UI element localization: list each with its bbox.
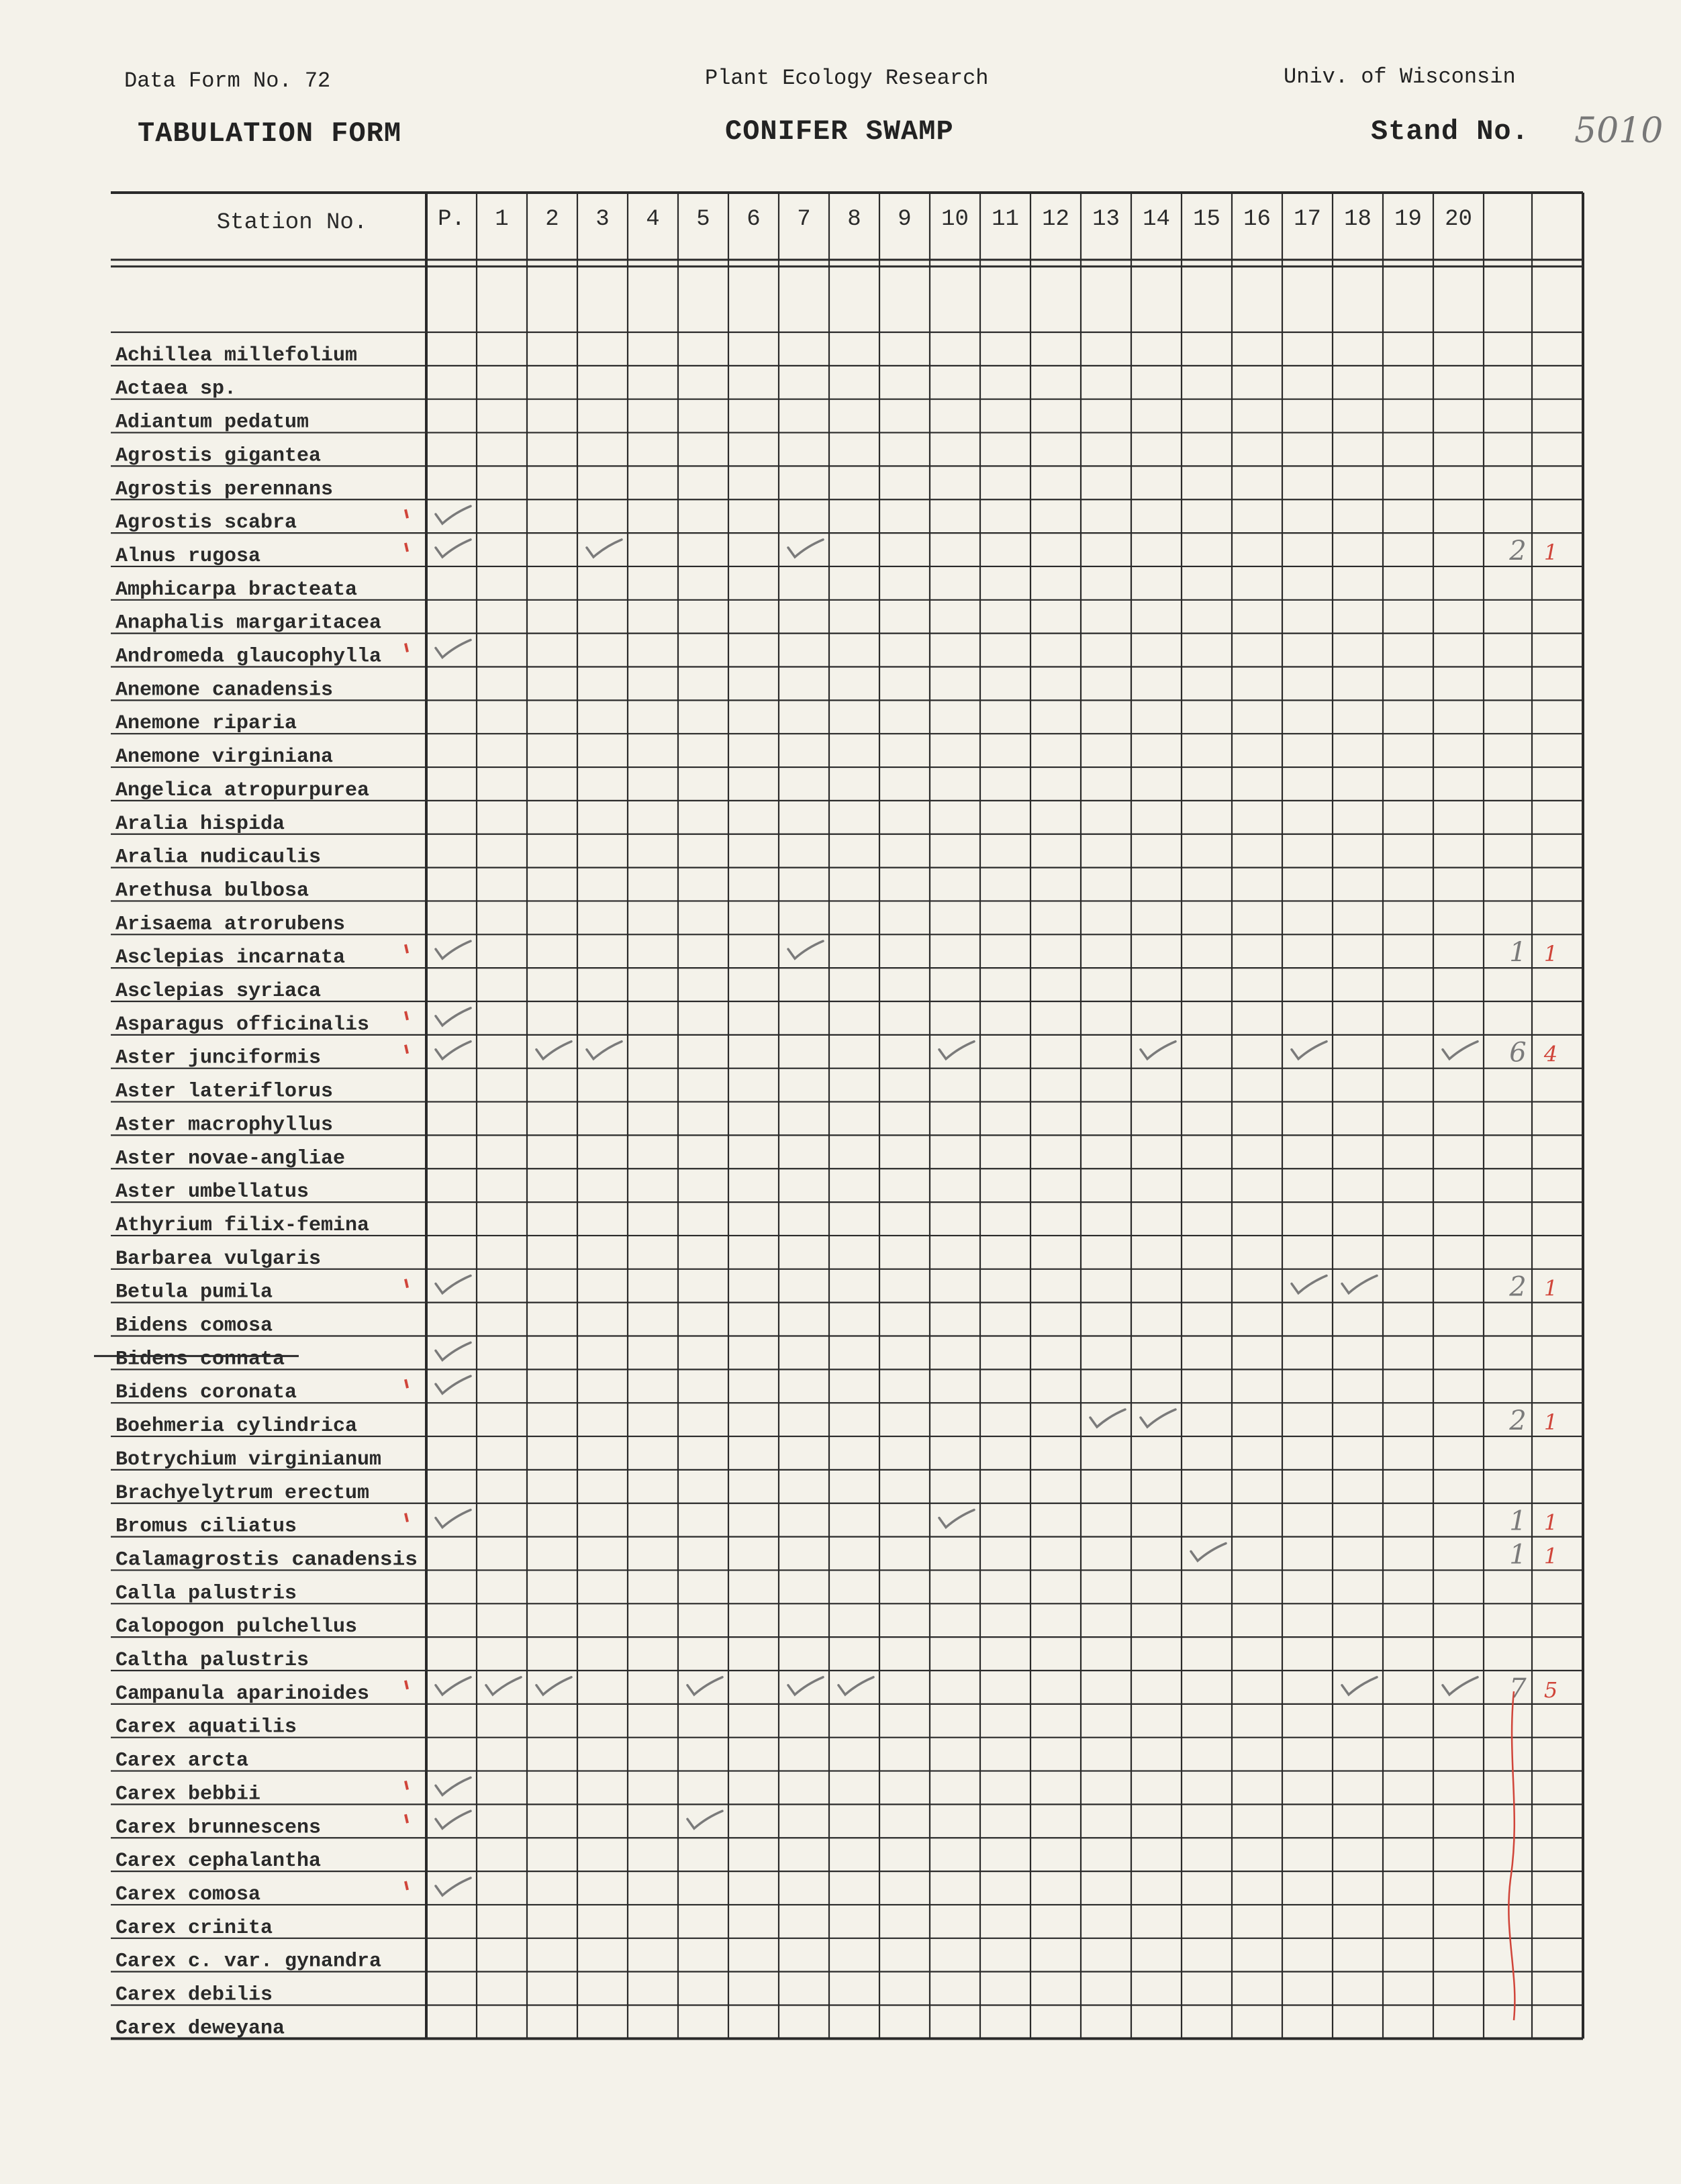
- check-mark: [939, 1510, 974, 1528]
- species-name: Aster lateriflorus: [115, 1080, 334, 1103]
- red-bracket-line: [1508, 1691, 1515, 2020]
- check-mark: [1342, 1677, 1377, 1695]
- red-tally-tick: [405, 1881, 407, 1890]
- species-name: Achillea millefolium: [115, 344, 358, 367]
- column-header: 3: [595, 207, 610, 232]
- frequency-count: 6: [1509, 1037, 1527, 1069]
- check-mark: [687, 1811, 722, 1828]
- column-header: 6: [747, 207, 761, 232]
- species-name: Carex crinita: [115, 1916, 273, 1940]
- red-tally-tick: [405, 509, 407, 518]
- check-mark: [436, 1878, 471, 1895]
- species-name: Agrostis gigantea: [115, 444, 322, 468]
- species-name: Bidens coronata: [115, 1381, 297, 1405]
- species-name: Anemone canadensis: [115, 679, 334, 702]
- red-tally-tick: [405, 1379, 407, 1388]
- check-mark: [788, 941, 823, 958]
- red-count: 1: [1543, 1543, 1558, 1569]
- column-header: 7: [797, 207, 811, 232]
- species-name: Carex arcta: [115, 1749, 249, 1773]
- check-mark: [1090, 1409, 1125, 1427]
- column-header: 15: [1193, 207, 1220, 232]
- red-count: 1: [1543, 941, 1558, 967]
- frequency-count: 1: [1509, 1505, 1527, 1537]
- station-label: Station No.: [216, 210, 368, 236]
- species-name: Aralia hispida: [115, 812, 285, 836]
- check-mark: [436, 941, 471, 958]
- species-name: Anemone riparia: [115, 712, 297, 736]
- check-mark: [587, 540, 622, 557]
- species-name: Arethusa bulbosa: [115, 879, 309, 903]
- frequency-count: 1: [1509, 1539, 1527, 1571]
- check-mark: [436, 1811, 471, 1828]
- species-name: Calla palustris: [115, 1582, 297, 1605]
- species-name: Adiantum pedatum: [115, 411, 309, 434]
- frequency-count: 2: [1509, 1405, 1527, 1437]
- species-name: Bidens connata: [115, 1348, 285, 1371]
- column-header: 19: [1394, 207, 1422, 232]
- species-name: Aralia nudicaulis: [115, 846, 322, 869]
- red-tally-tick: [405, 1681, 407, 1689]
- check-mark: [536, 1677, 571, 1695]
- column-header: 18: [1344, 207, 1372, 232]
- form-title: TABULATION FORM: [138, 117, 402, 150]
- column-header: 16: [1243, 207, 1271, 232]
- species-name: Bidens comosa: [115, 1314, 273, 1338]
- species-name: Carex comosa: [115, 1883, 261, 1906]
- check-mark: [436, 1042, 471, 1059]
- species-name: Agrostis perennans: [115, 478, 334, 501]
- red-tally-tick: [405, 1513, 407, 1522]
- check-mark: [1292, 1276, 1327, 1293]
- check-mark: [788, 540, 823, 557]
- species-name: Asparagus officinalis: [115, 1013, 370, 1036]
- stand-number: 5010: [1574, 111, 1664, 151]
- check-mark: [1191, 1543, 1226, 1560]
- column-header: 1: [495, 207, 509, 232]
- red-tally-tick: [405, 1814, 407, 1823]
- column-header: P.: [438, 207, 465, 232]
- check-mark: [436, 1677, 471, 1695]
- column-header: 9: [898, 207, 912, 232]
- red-tally-tick: [405, 1279, 407, 1288]
- column-header: 5: [696, 207, 710, 232]
- column-header: 11: [992, 207, 1019, 232]
- frequency-count: 2: [1509, 1271, 1527, 1303]
- frequency-count: 1: [1509, 937, 1527, 969]
- check-mark: [436, 640, 471, 658]
- check-mark: [436, 1276, 471, 1293]
- red-count: 4: [1543, 1041, 1558, 1067]
- species-name: Carex bebbii: [115, 1783, 261, 1806]
- red-count: 1: [1543, 1509, 1558, 1536]
- check-mark: [1342, 1276, 1377, 1293]
- species-name: Carex brunnescens: [115, 1816, 322, 1840]
- species-name: Asclepias incarnata: [115, 946, 346, 970]
- species-name: Carex deweyana: [115, 2017, 285, 2040]
- check-mark: [436, 1376, 471, 1393]
- species-name: Aster novae-angliae: [115, 1147, 346, 1171]
- species-name: Anemone virginiana: [115, 746, 334, 769]
- column-header: 10: [941, 207, 969, 232]
- column-header: 8: [847, 207, 861, 232]
- species-name: Actaea sp.: [115, 377, 237, 401]
- species-name: Campanula aparinoides: [115, 1682, 370, 1705]
- check-mark: [436, 1510, 471, 1528]
- check-mark: [436, 506, 471, 524]
- species-name: Botrychium virginianum: [115, 1448, 382, 1471]
- species-name: Aster macrophyllus: [115, 1113, 334, 1137]
- species-name: Anaphalis margaritacea: [115, 611, 382, 635]
- check-mark: [1443, 1677, 1478, 1695]
- species-name: Angelica atropurpurea: [115, 779, 370, 802]
- species-name: Arisaema atrorubens: [115, 913, 346, 936]
- form-number: Data Form No. 72: [124, 68, 331, 93]
- red-count: 5: [1543, 1677, 1558, 1703]
- check-mark: [587, 1042, 622, 1059]
- column-header: 2: [545, 207, 559, 232]
- red-tally-tick: [405, 1781, 407, 1789]
- species-name: Barbarea vulgaris: [115, 1247, 322, 1271]
- species-name: Boehmeria cylindrica: [115, 1415, 358, 1438]
- red-tally-tick: [405, 944, 407, 953]
- university: Univ. of Wisconsin: [1284, 64, 1516, 89]
- check-mark: [436, 1008, 471, 1026]
- check-mark: [687, 1677, 722, 1695]
- species-name: Asclepias syriaca: [115, 980, 322, 1003]
- check-mark: [436, 540, 471, 557]
- column-header: 13: [1092, 207, 1120, 232]
- check-mark: [1292, 1042, 1327, 1059]
- species-name: Bromus ciliatus: [115, 1515, 297, 1538]
- species-name: Andromeda glaucophylla: [115, 645, 382, 668]
- check-mark: [838, 1677, 873, 1695]
- organization: Plant Ecology Research: [705, 66, 989, 91]
- frequency-count: 2: [1509, 535, 1527, 566]
- check-mark: [536, 1042, 571, 1059]
- check-mark: [1141, 1042, 1175, 1059]
- species-name: Brachyelytrum erectum: [115, 1481, 370, 1505]
- species-name: Betula pumila: [115, 1281, 273, 1304]
- red-count: 1: [1543, 1409, 1558, 1436]
- check-mark: [436, 1342, 471, 1360]
- species-name: Athyrium filix-femina: [115, 1213, 370, 1237]
- species-name: Carex c. var. gynandra: [115, 1950, 382, 1973]
- species-name: Caltha palustris: [115, 1649, 309, 1672]
- column-header: 17: [1294, 207, 1321, 232]
- red-count: 1: [1543, 1275, 1558, 1301]
- red-tally-tick: [405, 543, 407, 552]
- check-mark: [939, 1042, 974, 1059]
- check-mark: [436, 1777, 471, 1795]
- species-name: Carex cephalantha: [115, 1850, 322, 1873]
- species-name: Alnus rugosa: [115, 544, 261, 568]
- species-name: Carex debilis: [115, 1983, 273, 2007]
- species-name: Aster junciformis: [115, 1046, 322, 1070]
- red-tally-tick: [405, 1045, 407, 1054]
- species-name: Agrostis scabra: [115, 511, 297, 535]
- frequency-count: 7: [1509, 1673, 1527, 1704]
- check-mark: [486, 1677, 521, 1695]
- column-header: 4: [646, 207, 660, 232]
- stand-label: Stand No.: [1371, 115, 1529, 148]
- red-tally-tick: [405, 644, 407, 652]
- community-title: CONIFER SWAMP: [725, 115, 954, 148]
- column-header: 14: [1143, 207, 1170, 232]
- red-tally-tick: [405, 1011, 407, 1020]
- column-header: 12: [1042, 207, 1069, 232]
- species-name: Carex aquatilis: [115, 1716, 297, 1739]
- red-count: 1: [1543, 539, 1558, 565]
- check-mark: [788, 1677, 823, 1695]
- species-name: Calopogon pulchellus: [115, 1616, 358, 1639]
- species-name: Aster umbellatus: [115, 1181, 309, 1204]
- check-mark: [1141, 1409, 1175, 1427]
- column-header: 20: [1445, 207, 1472, 232]
- species-name: Amphicarpa bracteata: [115, 578, 358, 601]
- check-mark: [1443, 1042, 1478, 1059]
- species-name: Calamagrostis canadensis: [115, 1548, 418, 1572]
